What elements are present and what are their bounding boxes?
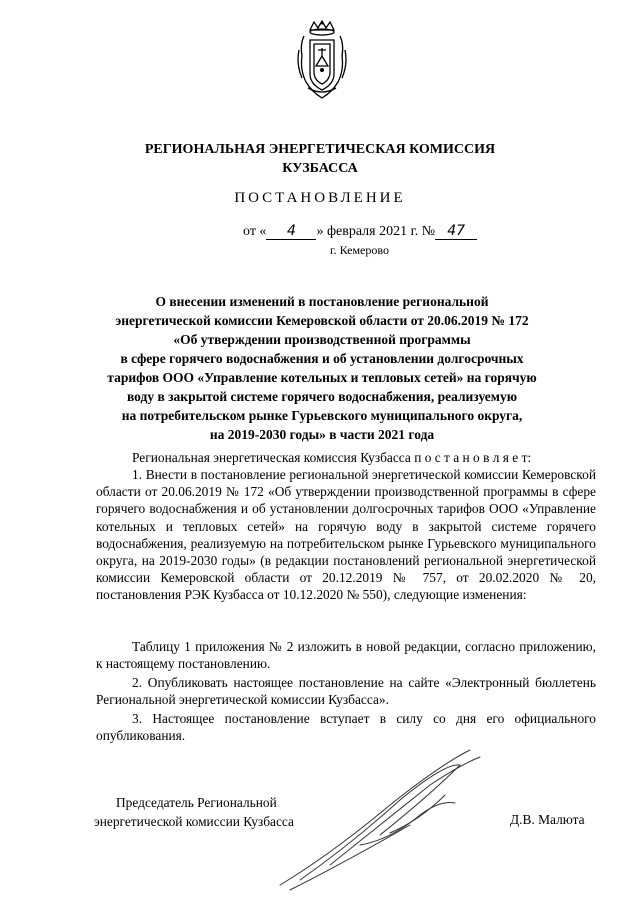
handwritten-signature — [270, 745, 500, 895]
organization-name-line1: РЕГИОНАЛЬНАЯ ЭНЕРГЕТИЧЕСКАЯ КОМИССИЯ — [144, 142, 496, 157]
title-line: воду в закрытой системе горячего водоснабжения, реализуемую — [126, 389, 518, 404]
signatory-name: Д.В. Малюта — [510, 812, 585, 827]
resolution-item-2: 2. Опубликовать настоящее постановление на сайте «Электронный бюллетень Региональной энергетической комиссии Кузбасса». — [96, 675, 596, 708]
coat-of-arms-icon — [296, 20, 348, 100]
title-line: О внесении изменений в постановление региональной — [155, 294, 489, 309]
title-line: «Об утверждении производственной программы — [173, 332, 471, 347]
date-month-year: » февраля 2021 г. № — [316, 224, 436, 239]
organization-name-line2: КУЗБАССА — [282, 161, 358, 176]
date-prefix: от « — [243, 224, 267, 239]
signatory-position-line1: Председатель Региональной — [116, 795, 277, 810]
date-day-handwritten: 4 — [266, 223, 316, 240]
document-date-line — [243, 223, 477, 240]
title-line: энергетической комиссии Кемеровской области от 20.06.2019 № 172 — [115, 313, 529, 328]
signatory-position — [94, 793, 294, 831]
document-type: ПОСТАНОВЛЕНИЕ — [234, 190, 406, 206]
resolution-item-1: 1. Внести в постановление региональной энергетической комиссии Кемеровской области от 20.06.2019 № 172 «Об утверждении производственной программы в сфере горячего водоснабжения и об установлении долгосрочных тарифов ООО «Управление котельных и тепловых сетей» на горячую воду в закрытой системе горячего водоснабжения, реализуемую на потребительском рынке Гурьевского муниципального округа, на 2019-2030 годы» (в редакции постановлений региональной энергетической комиссии Кемеровской области от 20.12.2019 № 757, от 20.02.2020 № 20, постановления РЭК Кузбасса от 10.12.2020 № 550), следующие изменения: — [96, 467, 596, 603]
title-line: на 2019-2030 годы» в части 2021 года — [209, 427, 435, 442]
document-number-handwritten: 47 — [435, 223, 477, 240]
document-title — [92, 292, 552, 444]
title-line: в сфере горячего водоснабжения и об установлении долгосрочных — [120, 351, 524, 366]
title-line: тарифов ООО «Управление котельных и тепловых сетей» на горячую — [107, 370, 537, 385]
resolution-item-3: 3. Настоящее постановление вступает в силу со дня его официального опубликования. — [96, 711, 596, 744]
title-line: на потребительском рынке Гурьевского муниципального округа, — [121, 408, 523, 423]
resolution-item-1-sub: Таблицу 1 приложения № 2 изложить в новой редакции, согласно приложению, к настоящему постановлению. — [96, 639, 596, 672]
signatory-position-line2: энергетической комиссии Кузбасса — [94, 814, 294, 829]
city: г. Кемерово — [330, 243, 389, 257]
resolution-intro: Региональная энергетическая комиссия Кузбасса п о с т а н о в л я е т: — [132, 450, 532, 465]
